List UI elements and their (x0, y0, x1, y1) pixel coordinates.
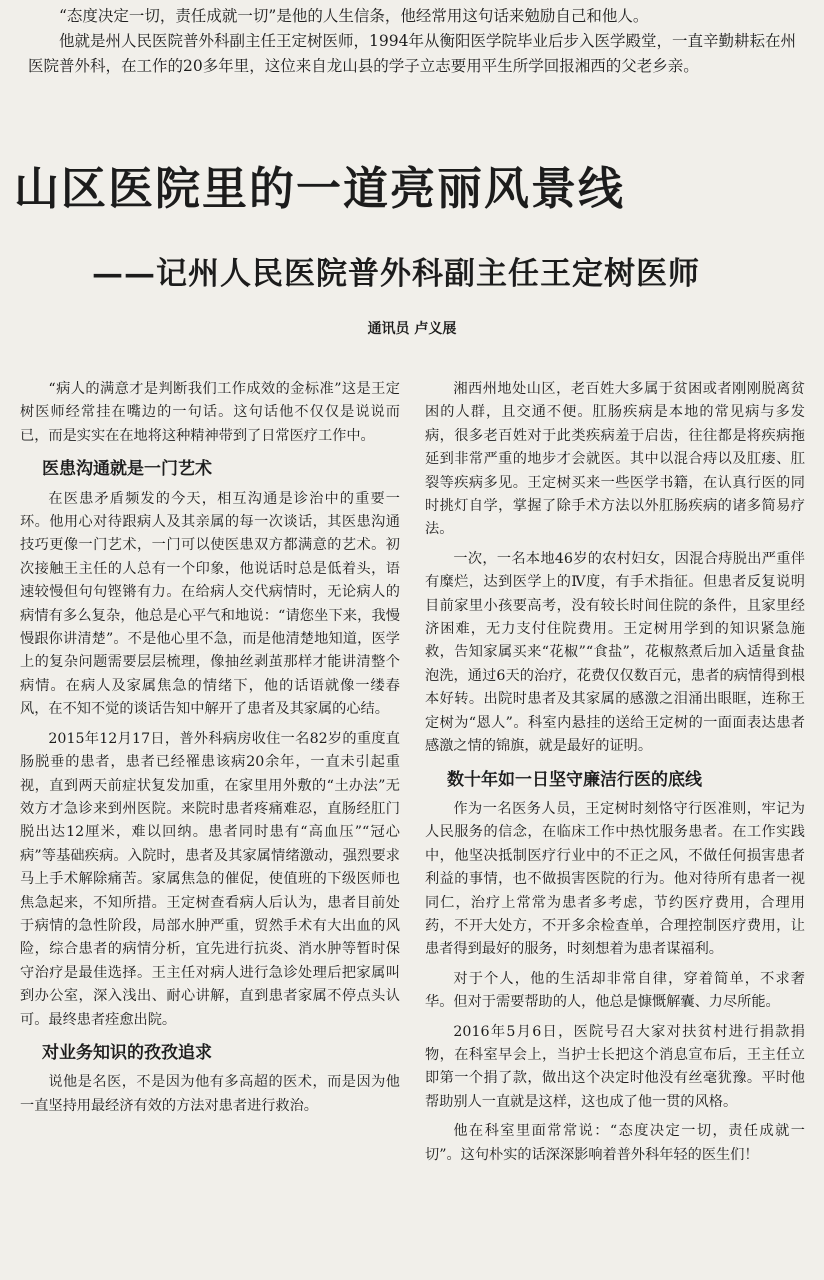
headline: 山区医院里的一道亮丽风景线 (14, 162, 626, 215)
left-column (20, 378, 400, 1124)
intro-section (28, 4, 798, 79)
section-heading: 对业务知识的孜孜追求 (42, 1042, 212, 1063)
article-paragraph: 2016年5月6日，医院号召大家对扶贫村进行捐款捐物，在科室早会上，当护士长把这个消息宣布后，王主任立即第一个捐了款，做出这个决定时他没有丝毫犹豫。平时他帮助别人一直就是这样，这也成了他一贯的风格。 (425, 1023, 805, 1110)
article-paragraph: 在医患矛盾频发的今天，相互沟通是诊治中的重要一环。他用心对待跟病人及其亲属的每一次谈话，其医患沟通技巧更像一门艺术，一门可以使医患双方都满意的艺术。初次接触王主任的人总有一个印象，他说话时总是低着头，语速较慢但句句铿锵有力。在给病人交代病情时，无论病人的病情有多么复杂，他总是心平气和地说：“请您坐下来，我慢慢跟你讲清楚”。不是他心里不急，而是他清楚地知道，医学上的复杂问题需要层层梳理，像抽丝剥茧那样才能讲清整个病情。在病人及家属焦急的情绪下，他的话语就像一缕春风，在不知不觉的谈话告知中解开了患者及其家属的心结。 (20, 490, 400, 718)
article-paragraph: 一次，一名本地46岁的农村妇女，因混合痔脱出严重伴有糜烂，达到医学上的Ⅳ度，有手术指征。但患者反复说明目前家里小孩要高考，没有较长时间住院的条件，且家里经济困难，无力支付住院费用。王定树用学到的知识紧急施救，告知家属买来“花椒”“食盐”，花椒熬煮后加入适量食盐泡洗，通过6天的治疗，花费仅仅数百元，患者的病情得到根本好转。出院时患者及其家属的感激之泪涌出眼眶，连称王定树为“恩人”。科室内悬挂的送给王定树的一面面表达患者感激之情的锦旗，就是最好的证明。 (425, 550, 805, 755)
right-column (425, 378, 805, 1173)
byline: 通讯员 卢义展 (367, 321, 457, 337)
article-paragraph: 湘西州地处山区，老百姓大多属于贫困或者刚刚脱离贫困的人群，且交通不便。肛肠疾病是本地的常见病与多发病，很多老百姓对于此类疾病羞于启齿，往往都是将疾病拖延到非常严重的地步才会就医。其中以混合痔以及肛瘘、肛裂等疾病多见。王定树买来一些医学书籍，在认真行医的同时挑灯自学，掌握了除手术方法以外肛肠疾病的诸多简易疗法。 (425, 381, 805, 538)
subtitle: ——记州人民医院普外科副主任王定树医师 (92, 256, 700, 292)
article-paragraph: 2015年12月17日，普外科病房收住一名82岁的重度直肠脱垂的患者，患者已经罹患该病20余年，一直未引起重视，直到两天前症状复发加重，在家里用外敷的“土办法”无效方才急诊来到州医院。来院时患者疼痛难忍，直肠经肛门脱出达12厘米，难以回纳。患者同时患有“高血压”“冠心病”等基础疾病。入院时，患者及其家属情绪激动，强烈要求马上手术解除痛苦。家属焦急的催促，使值班的下级医师也焦急起来，不知所措。王定树查看病人后认为，患者目前处于病情的急性阶段，局部水肿严重，贸然手术有大出血的风险，综合患者的病情分析，宜先进行抗炎、消水肿等暂时保守治疗是最佳选择。王主任对病人进行急诊处理后把家属叫到办公室，深入浅出、耐心讲解，直到患者家属不停点头认可。最终患者痊愈出院。 (20, 730, 400, 1028)
article-paragraph: 说他是名医，不是因为他有多高超的医术，而是因为他一直坚持用最经济有效的方法对患者进行救治。 (20, 1074, 400, 1114)
intro-paragraph: 他就是州人民医院普外科副主任王定树医师，1994年从衡阳医学院毕业后步入医学殿堂，一直辛勤耕耘在州医院普外科，在工作的20多年里，这位来自龙山县的学子立志要用平生所学回报湘西的父老乡亲。 (28, 32, 796, 75)
article-paragraph: 对于个人，他的生活却非常自律，穿着简单，不求奢华。但对于需要帮助的人，他总是慷慨解囊、力尽所能。 (425, 970, 805, 1011)
section-heading: 医患沟通就是一门艺术 (42, 459, 212, 480)
article-paragraph: 他在科室里面常常说：“态度决定一切，责任成就一切”。这句朴实的话深深影响着普外科年轻的医生们！ (425, 1123, 805, 1163)
intro-paragraph: “态度决定一切，责任成就一切”是他的人生信条，他经常用这句话来勉励自己和他人。 (59, 7, 649, 25)
article-paragraph: “病人的满意才是判断我们工作成效的金标准”这是王定树医师经常挂在嘴边的一句话。这句话他不仅仅是说说而已，而是实实在在地将这种精神带到了日常医疗工作中。 (20, 381, 400, 444)
section-heading: 数十年如一日坚守廉洁行医的底线 (447, 769, 702, 790)
article-paragraph: 作为一名医务人员，王定树时刻恪守行医准则，牢记为人民服务的信念，在临床工作中热忱服务患者。在工作实践中，他坚决抵制医疗行业中的不正之风，不做任何损害患者利益的事情，也不做损害医院的行为。他对待所有患者一视同仁，治疗上常常为患者多考虑，节约医疗费用，合理用药，不开大处方，不开多余检查单，合理控制医疗费用，让患者得到最好的服务，时刻想着为患者谋福利。 (425, 800, 805, 958)
